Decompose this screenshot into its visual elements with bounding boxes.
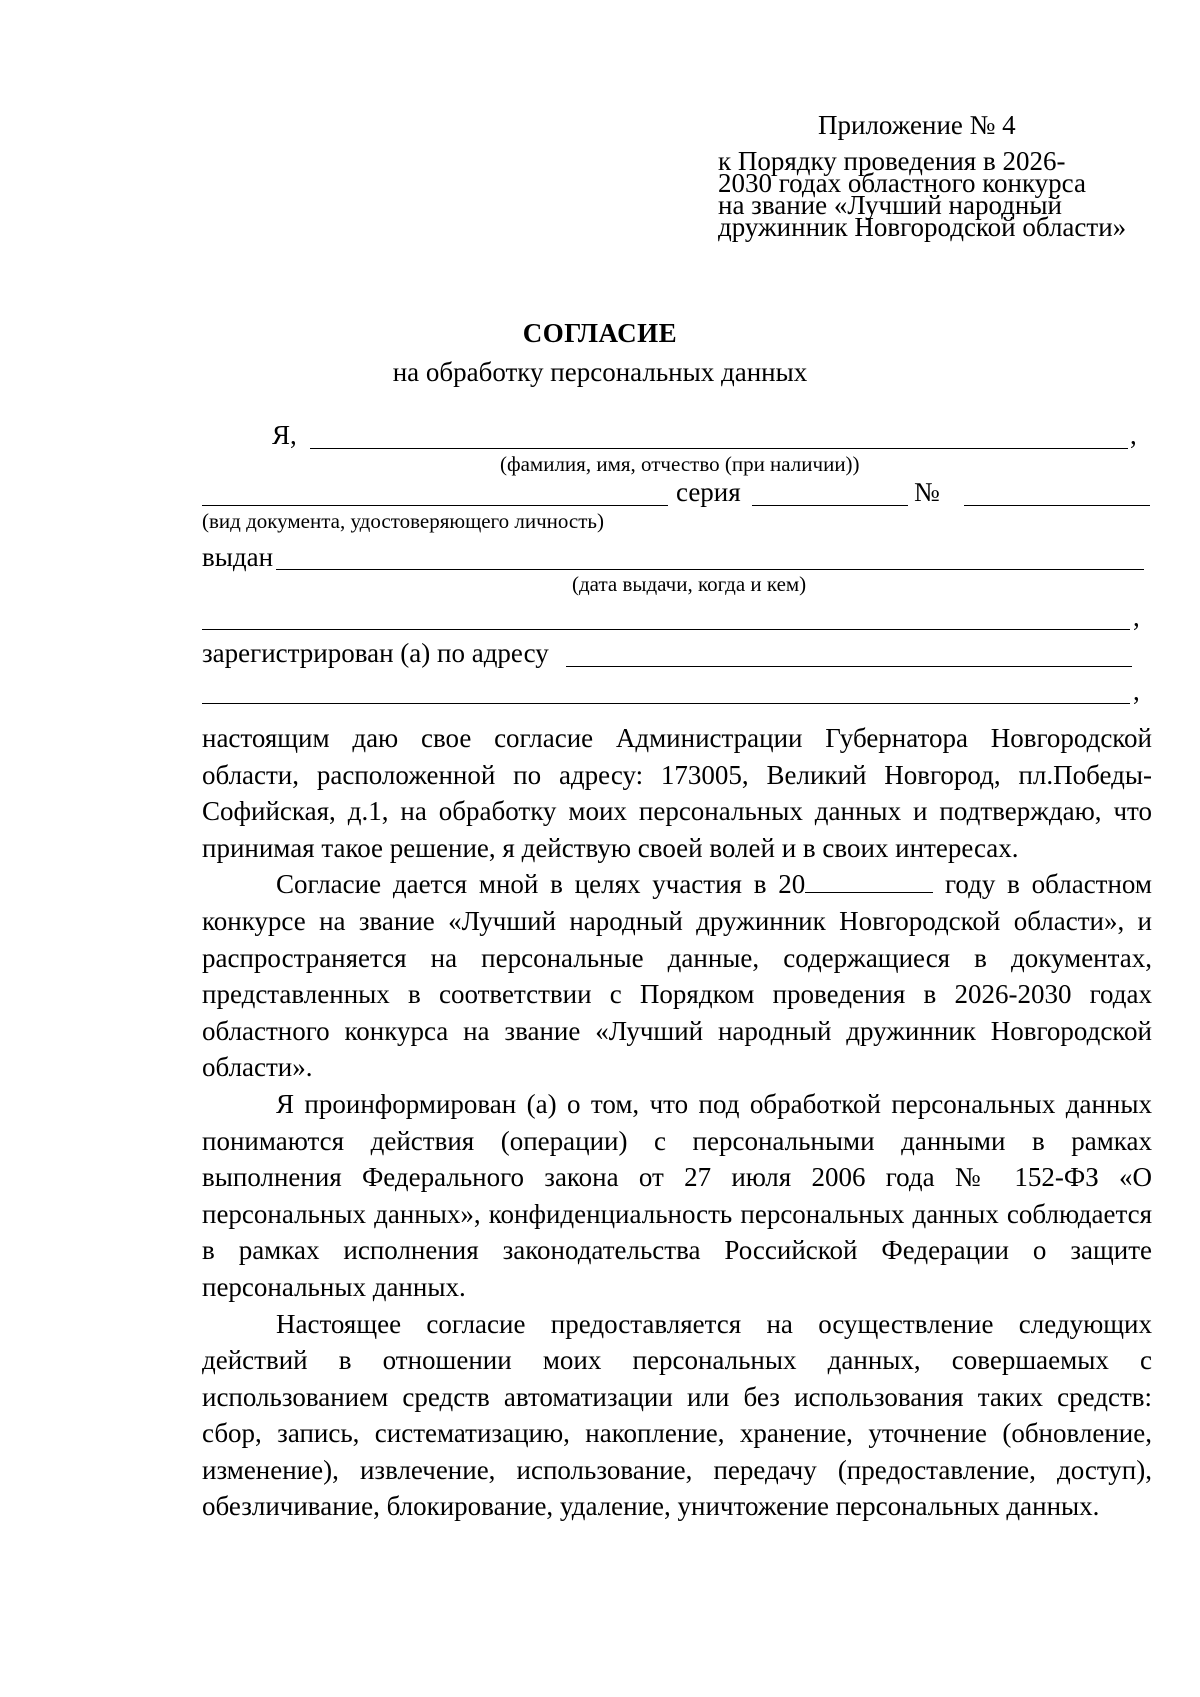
fio-hint: (фамилия, имя, отчество (при наличии)) — [500, 452, 860, 476]
consent-paragraph — [202, 866, 1152, 1086]
consent-paragraph: Настоящее согласие предоставляется на осуществление следующих действий в отношении моих персональных данных, совершаемых с использованием средств автоматизации или без использования таких средств: сбор, запись, систематизацию, накопление, хранение, уточнение (обновление, изменение), извлечение, использование, передачу (предоставление, доступ), обезличивание, блокирование, удаление, уничтожение персональных данных. — [202, 1308, 1152, 1522]
annex-line: дружинник Новгородской области» — [718, 212, 1127, 242]
comma: , — [1130, 420, 1137, 450]
number-field-line[interactable] — [964, 505, 1150, 506]
registered-label: зарегистрирован (а) по адресу — [202, 638, 549, 668]
document-type-hint: (вид документа, удостоверяющего личность) — [202, 509, 605, 533]
i-label: Я, — [272, 420, 297, 450]
year-field-line[interactable] — [805, 870, 933, 893]
annex-title: Приложение № 4 — [818, 110, 1016, 140]
consent-paragraph: Я проинформирован (а) о том, что под обработкой персональных данных понимаются действия (операции) с персональными данными в рамках выполнения Федерального закона от 27 июля 2006 года № 152-ФЗ «О персональных данных», конфиденциальность персональных данных соблюдается в рамках исполнения законодательства Российской Федерации о защите персональных данных. — [202, 1088, 1152, 1302]
consent-paragraph: настоящим даю свое согласие Администрации Губернатора Новгородской области, расположенной по адресу: 173005, Великий Новгород, пл.Победы-Софийская, д.1, на обработку моих персональных данных и подтверждаю, что принимая такое решение, я действую своей волей и в своих интересах. — [202, 723, 1152, 863]
annex-line: на звание «Лучший народный — [718, 190, 1062, 220]
series-label: серия — [676, 477, 741, 507]
number-label: № — [914, 477, 940, 507]
purpose-text-start: Согласие дается мной в целях участия в 20 — [276, 869, 806, 900]
annex-line: к Порядку проведения в 2026- — [718, 146, 1066, 176]
purpose-text-end: году в областном конкурсе на звание «Лучший народный дружинник Новгородской области», и распространяется на персональные данные, содержащиеся в документах, представленных в соответствии с Порядком проведения в 2026-2030 годах областного конкурса на звание «Лучший народный дружинник Новгородской области». — [202, 869, 1152, 1083]
series-field-line[interactable] — [752, 505, 908, 506]
annex-reference — [718, 146, 1138, 242]
document-subtitle: на обработку персональных данных — [392, 357, 808, 387]
consent-body — [202, 720, 1152, 1525]
fio-field-line[interactable] — [310, 448, 1128, 449]
issued-continuation-line[interactable] — [202, 629, 1130, 630]
document-title: СОГЛАСИЕ — [522, 318, 678, 348]
document-type-field-line[interactable] — [202, 505, 668, 506]
comma: , — [1133, 676, 1140, 706]
address-field-line[interactable] — [566, 666, 1132, 667]
comma: , — [1133, 602, 1140, 632]
issued-hint: (дата выдачи, когда и кем) — [572, 572, 807, 596]
annex-line: 2030 годах областного конкурса — [718, 168, 1086, 198]
address-continuation-line[interactable] — [202, 703, 1130, 704]
issued-field-line[interactable] — [276, 569, 1144, 570]
issued-label: выдан — [202, 542, 274, 572]
